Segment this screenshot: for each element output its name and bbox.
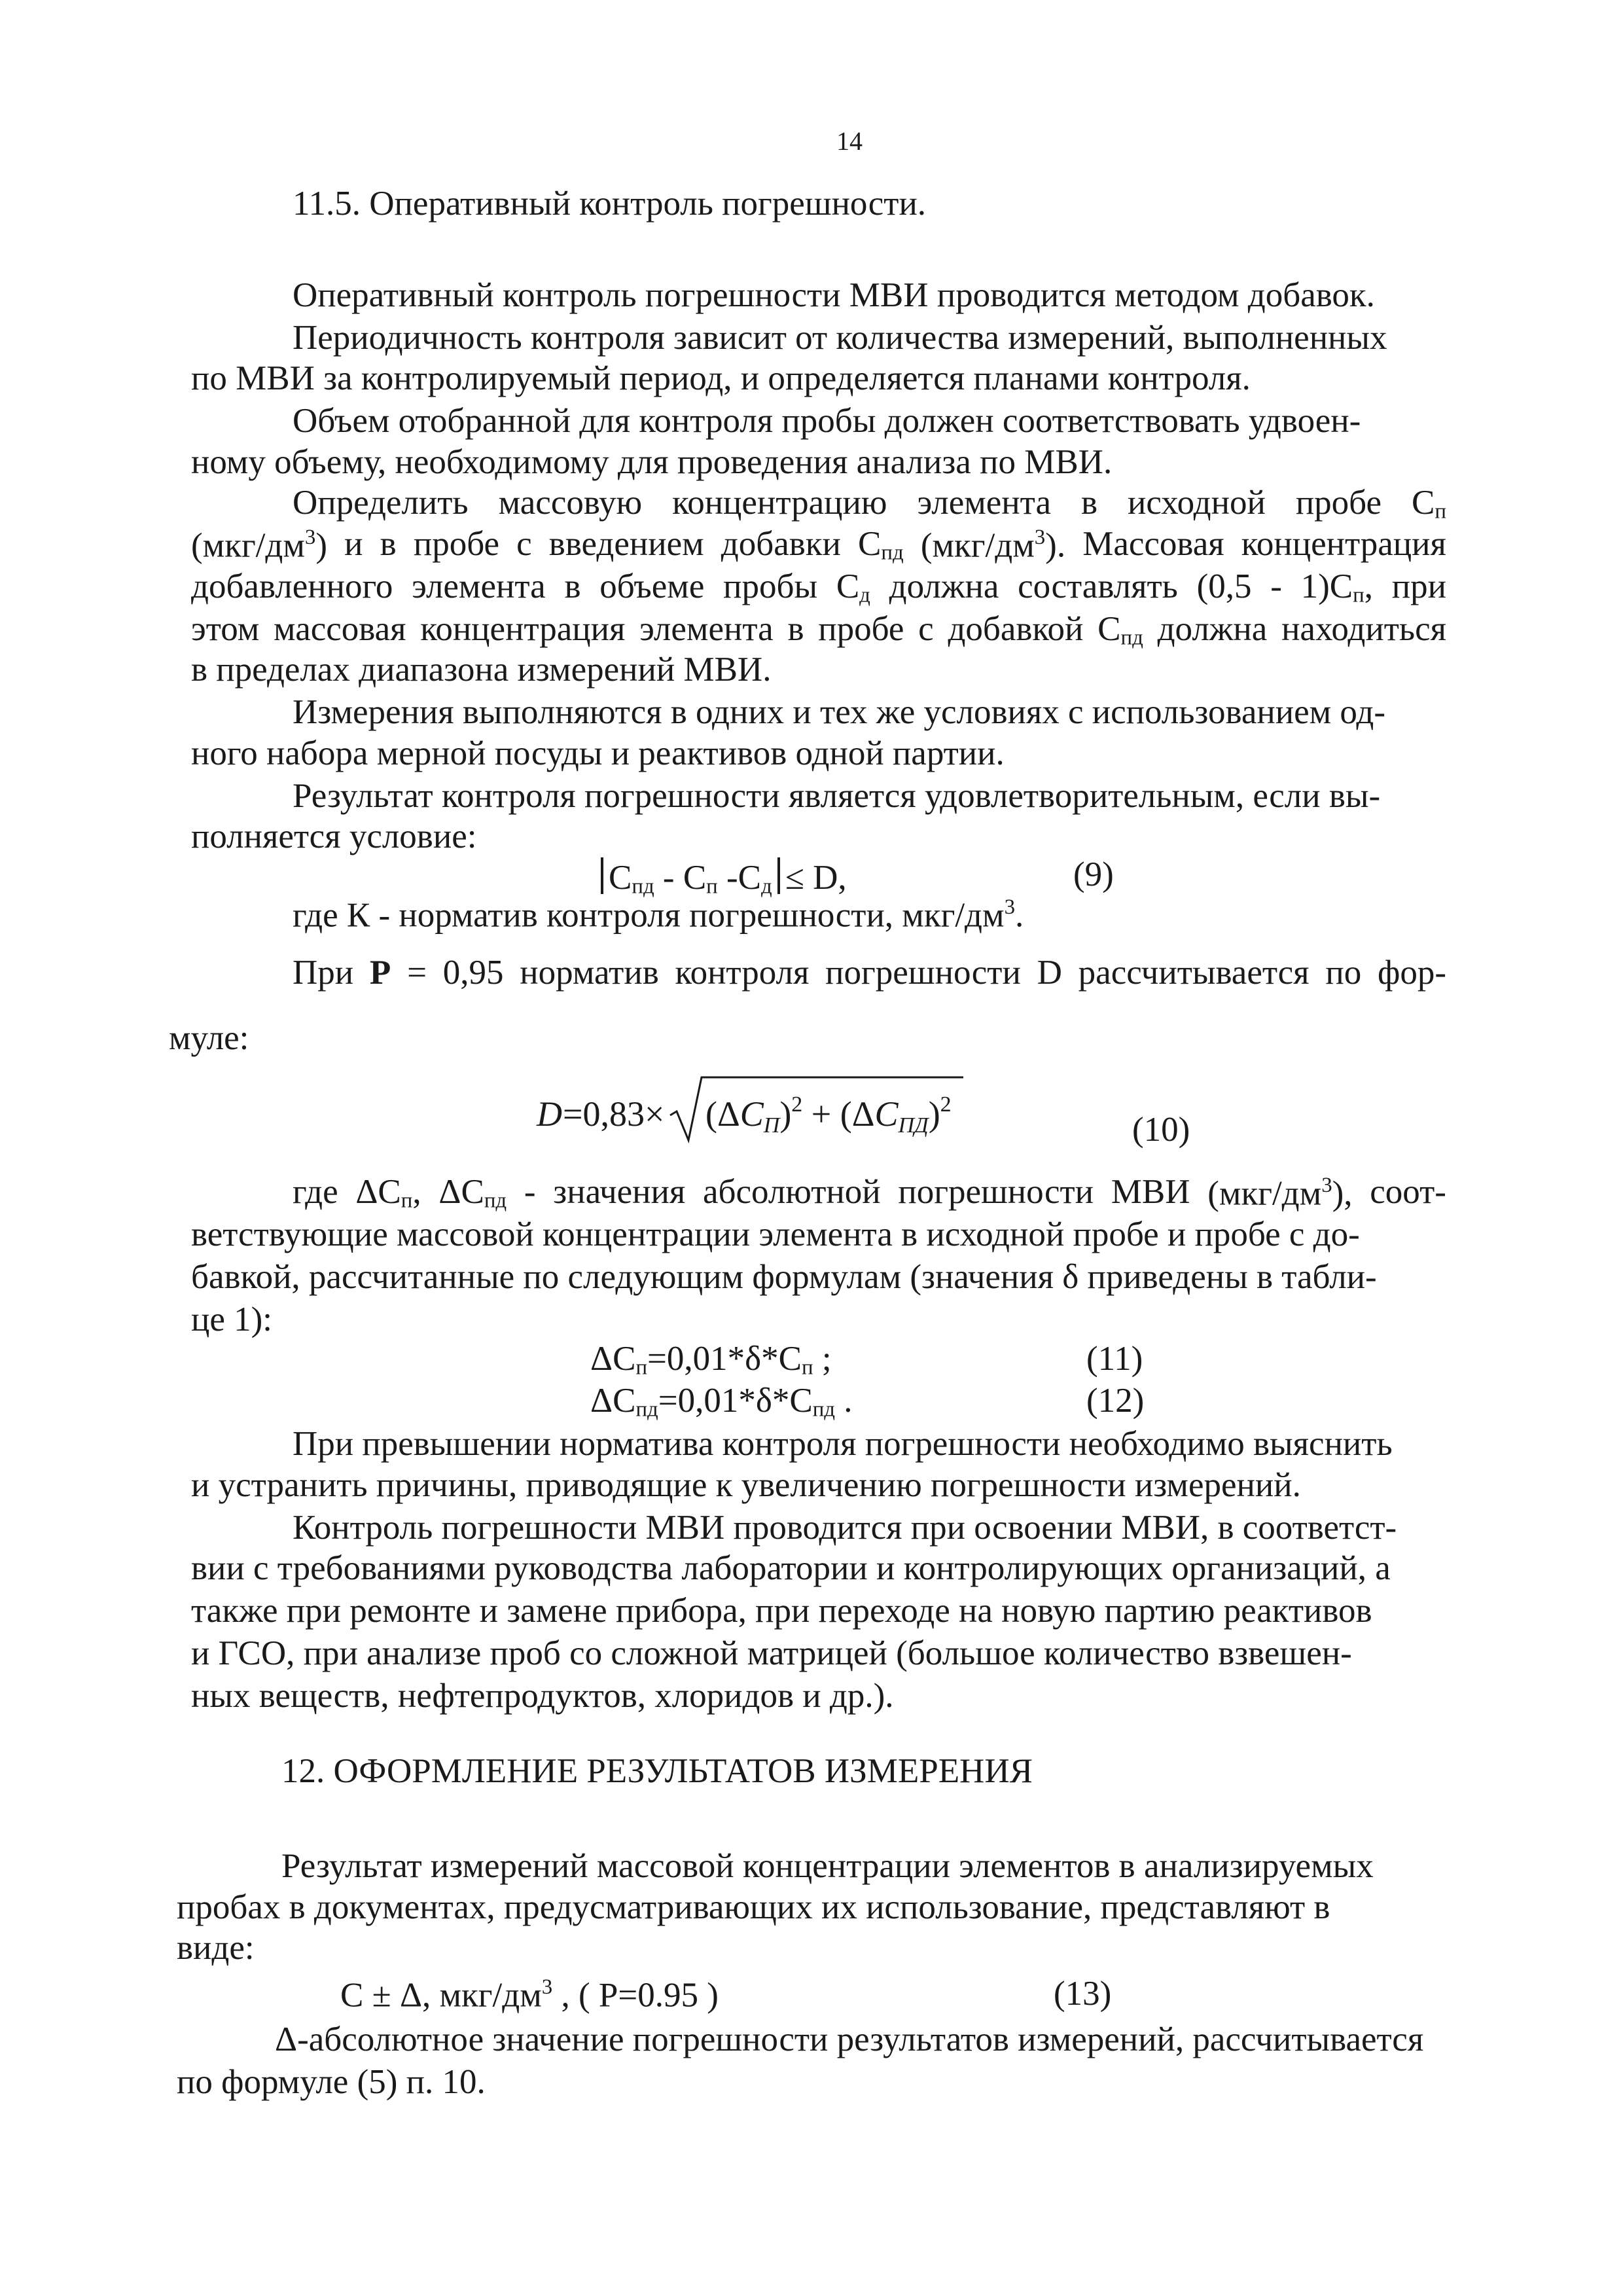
text-segment: - bbox=[1270, 567, 1282, 605]
text-segment: МВИ bbox=[1111, 1173, 1190, 1211]
text-segment: и bbox=[344, 525, 363, 563]
paragraph-10-line-2: вии с требованиями руководства лаборатории и контролирующих организаций, а bbox=[191, 1549, 1391, 1587]
abs-bar-left bbox=[601, 857, 603, 894]
text-segment: $С_{пд}$ bbox=[858, 525, 904, 565]
equation-9-number: (9) bbox=[1073, 855, 1114, 893]
paragraph-10-line-5: ных веществ, нефтепродуктов, хлоридов и др.). bbox=[191, 1677, 894, 1715]
page-number: 14 bbox=[836, 126, 863, 156]
text-segment: этом bbox=[191, 610, 260, 648]
text-segment: абсолютной bbox=[703, 1173, 881, 1211]
svg-text:(ΔCП)2 + (ΔCПД)2: $(\Delta CП)^2 + (\Delta CПД)^2$ bbox=[705, 1092, 952, 1138]
equation-11: $\Delta С_п=0,01*\delta*С_п$ ; bbox=[590, 1340, 832, 1380]
text-segment: концентрация bbox=[420, 610, 626, 648]
text-segment: составлять bbox=[1018, 567, 1178, 605]
equation-13-number: (13) bbox=[1054, 1975, 1112, 2013]
text-segment: $\Delta С_п$, bbox=[355, 1173, 421, 1213]
paragraph-8-line-3: бавкой, рассчитанные по следующим формулам (значения δ приведены в табли- bbox=[191, 1258, 1377, 1296]
text-segment: элемента bbox=[917, 484, 1051, 522]
text-segment: в bbox=[564, 567, 581, 605]
paragraph-11-line-3: виде: bbox=[177, 1929, 255, 1967]
paragraph-3-line-1: Объем отобранной для контроля пробы должен соответствовать удвоен- bbox=[293, 402, 1361, 440]
text-segment: введением bbox=[548, 525, 704, 563]
text-segment: соот- bbox=[1370, 1173, 1446, 1211]
paragraph-7-line-1 bbox=[293, 956, 1446, 990]
text-segment: должна bbox=[889, 567, 999, 605]
text-segment: с bbox=[918, 610, 934, 648]
paragraph-6-line-2: полняется условие: bbox=[191, 817, 477, 855]
equation-9: $С_{пд} - С_п$ $-С_д \le D$, bbox=[596, 857, 847, 897]
text-segment: При bbox=[293, 954, 354, 992]
paragraph-8-line-2: ветствующие массовой концентрации элемента в исходной пробе и пробе с до- bbox=[191, 1215, 1360, 1253]
text-segment: Массовая bbox=[1082, 525, 1224, 563]
paragraph-2-line-2: по МВИ за контролируемый период, и определяется планами контроля. bbox=[191, 359, 1251, 397]
equation-12-number: (12) bbox=[1086, 1382, 1145, 1420]
text-segment: массовая bbox=[274, 610, 406, 648]
paragraph-6-line-1: Результат контроля погрешности является удовлетворительным, если вы- bbox=[293, 777, 1381, 815]
text-segment: рассчитывается bbox=[1078, 954, 1310, 992]
text-segment: P bbox=[369, 954, 391, 992]
paragraph-11-line-2: пробах в документах, предусматривающих их использование, представляют в bbox=[177, 1888, 1330, 1926]
text-segment: где bbox=[293, 1173, 338, 1211]
paragraph-11-line-1: Результат измерений массовой концентрации элементов в анализируемых bbox=[281, 1847, 1374, 1885]
svg-text:=0,83×: =0,83× bbox=[563, 1094, 665, 1134]
text-segment: фор- bbox=[1378, 954, 1446, 992]
text-segment: по bbox=[1325, 954, 1362, 992]
text-segment: погрешности bbox=[825, 954, 1021, 992]
text-segment: D bbox=[1037, 954, 1062, 992]
text-segment: концентрация bbox=[1241, 525, 1446, 563]
paragraph-1-line: Оперативный контроль погрешности МВИ проводится методом добавок. bbox=[293, 276, 1375, 314]
text-segment: в bbox=[1080, 484, 1097, 522]
paragraph-10-line-3: также при ремонте и замене прибора, при переходе на новую партию реактивов bbox=[191, 1592, 1372, 1630]
text-segment: Определить bbox=[293, 484, 469, 522]
paragraph-5-line-2: ного набора мерной посуды и реактивов одной партии. bbox=[191, 734, 1005, 772]
section-heading-11-5: 11.5. Оперативный контроль погрешности. bbox=[293, 185, 927, 223]
paragraph-3-line-2: ному объему, необходимому для проведения анализа по МВИ. bbox=[191, 443, 1113, 481]
text-segment: значения bbox=[553, 1173, 686, 1211]
text-segment: пробы bbox=[723, 567, 818, 605]
text-segment: в bbox=[380, 525, 397, 563]
text-segment: (0,5 bbox=[1196, 567, 1252, 605]
svg-text:D: D bbox=[537, 1094, 562, 1134]
text-segment: $\Delta С_{пд}$ bbox=[438, 1173, 507, 1213]
text-segment: элемента bbox=[412, 567, 546, 605]
text-segment: концентрацию bbox=[672, 484, 887, 522]
section-heading-12: 12. ОФОРМЛЕНИЕ РЕЗУЛЬТАТОВ ИЗМЕРЕНИЯ bbox=[281, 1752, 1033, 1790]
paragraph-10-line-4: и ГСО, при анализе проб со сложной матрицей (большое количество взвешен- bbox=[191, 1634, 1352, 1672]
text-segment: объеме bbox=[599, 567, 705, 605]
paragraph-4-line-3 bbox=[191, 569, 1446, 606]
text-segment: $1)С_п$, bbox=[1300, 567, 1373, 607]
text-segment: $(мкг/дм^3)$ bbox=[191, 526, 327, 565]
paragraph-12-line-1: Δ-абсолютное значение погрешности результатов измерений, рассчитывается bbox=[275, 2020, 1424, 2058]
text-segment: должна bbox=[1157, 610, 1268, 648]
equation-12: $\Delta С_{пд}=0,01*\delta*С_{пд}$ . bbox=[590, 1382, 853, 1422]
paragraph-9-line-2: и устранить причины, приводящие к увеличению погрешности измерений. bbox=[191, 1466, 1301, 1504]
equation-11-number: (11) bbox=[1086, 1340, 1143, 1378]
text-segment: добавленного bbox=[191, 567, 393, 605]
text-segment: с bbox=[516, 525, 532, 563]
text-segment: массовую bbox=[498, 484, 643, 522]
text-segment: погрешности bbox=[898, 1173, 1094, 1211]
paragraph-7-line-2: муле: bbox=[169, 1019, 249, 1057]
paragraph-10-line-1: Контроль погрешности МВИ проводится при освоении МВИ, в соответст- bbox=[293, 1509, 1397, 1547]
equation-13: С ± Δ, мкг/$дм^3$ , ( Р=0.95 ) bbox=[340, 1975, 719, 2015]
text-segment: в bbox=[787, 610, 804, 648]
text-segment: исходной bbox=[1127, 484, 1266, 522]
paragraph-9-line-1: При превышении норматива контроля погрешности необходимо выяснить bbox=[293, 1425, 1393, 1463]
text-segment: контроля bbox=[675, 954, 810, 992]
text-segment: норматив bbox=[520, 954, 659, 992]
paragraph-4-line-2 bbox=[191, 527, 1446, 564]
text-segment: при bbox=[1391, 567, 1446, 605]
paragraph-4-line-5: в пределах диапазона измерений МВИ. bbox=[191, 651, 772, 689]
text-segment: добавкой bbox=[948, 610, 1084, 648]
text-segment: $(мкг/дм^3)$, bbox=[1207, 1174, 1353, 1213]
text-segment: пробе bbox=[1295, 484, 1382, 522]
text-segment: $С_{пд}$ bbox=[1097, 610, 1143, 650]
abs-bar-right bbox=[777, 857, 780, 894]
text-segment: $С_д$ bbox=[836, 567, 870, 607]
paragraph-8-line-4: це 1): bbox=[191, 1300, 273, 1338]
paragraph-4-line-4 bbox=[191, 612, 1446, 649]
paragraph-4-line-1 bbox=[293, 486, 1446, 522]
text-segment: = bbox=[407, 954, 427, 992]
paragraph-2-line-1: Периодичность контроля зависит от количества измерений, выполненных bbox=[293, 319, 1387, 357]
text-segment: пробе bbox=[818, 610, 904, 648]
text-segment: элемента bbox=[639, 610, 774, 648]
text-segment: $(мкг/дм^3)$. bbox=[920, 526, 1066, 565]
text-segment: находиться bbox=[1281, 610, 1446, 648]
text-segment: 0,95 bbox=[442, 954, 504, 992]
text-segment: пробе bbox=[413, 525, 499, 563]
text-segment: добавки bbox=[721, 525, 841, 563]
text-segment: $С_п$ bbox=[1411, 484, 1446, 524]
paragraph-12-line-2: по формуле (5) п. 10. bbox=[177, 2063, 486, 2101]
text-segment: - bbox=[524, 1173, 536, 1211]
paragraph-8-line-1 bbox=[293, 1175, 1446, 1211]
paragraph-5-line-1: Измерения выполняются в одних и тех же условиях с использованием од- bbox=[293, 693, 1386, 731]
equation-10-formula bbox=[537, 1073, 969, 1145]
where-k-line: где К - норматив контроля погрешности, мкг/$дм^3$. bbox=[293, 895, 1024, 935]
equation-10-number: (10) bbox=[1132, 1111, 1190, 1149]
